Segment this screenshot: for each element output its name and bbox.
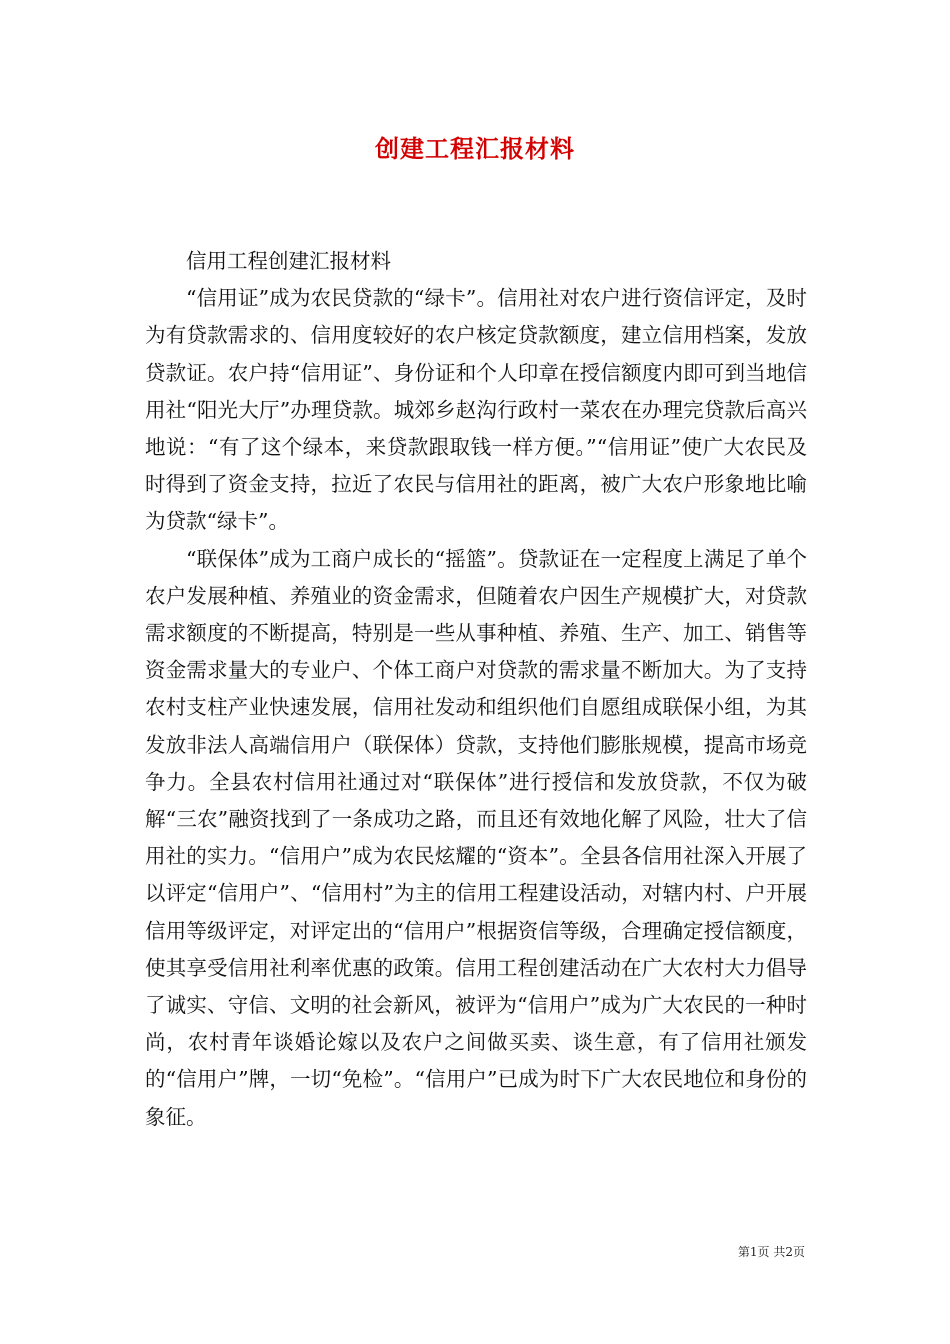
paragraph-subtitle: 信用工程创建汇报材料 — [186, 249, 391, 273]
document-body — [145, 243, 807, 1136]
document-title: 创建工程汇报材料 — [375, 134, 575, 163]
paragraph-joint-guarantee: “联保体”成为工商户成长的“摇篮”。贷款证在一定程度上满足了单个农户发展种植、养殖业的资金需求，但随着农户因生产规模扩大，对贷款需求额度的不断提高，特别是一些从事种植、养殖、生产、加工、销售等资金需求量大的专业户、个体工商户对贷款的需求量不断加大。为了支持农村支柱产业快速发展，信用社发动和组织他们自愿组成联保小组，为其发放非法人高端信用户（联保体）贷款，支持他们膨胀规模，提高市场竞争力。全县农村信用社通过对“联保体”进行授信和发放贷款，不仅为破解“三农”融资找到了一条成功之路，而且还有效地化解了风险，壮大了信用社的实力。“信用户”成为农民炫耀的“资本”。全县各信用社深入开展了以评定“信用户”、“信用村”为主的信用工程建设活动，对辖内村、户开展信用等级评定，对评定出的“信用户”根据资信等级，合理确定授信额度，使其享受信用社利率优惠的政策。信用工程创建活动在广大农村大力倡导了诚实、守信、文明的社会新风，被评为“信用户”成为广大农民的一种时尚，农村青年谈婚论嫁以及农户之间做买卖、谈生意，有了信用社颁发的“信用户”牌，一切“免检”。“信用户”已成为时下广大农民地位和身份的象征。 — [145, 546, 807, 1129]
paragraph-credit-certificate: “信用证”成为农民贷款的“绿卡”。信用社对农户进行资信评定，及时为有贷款需求的、信用度较好的农户核定贷款额度，建立信用档案，发放贷款证。农户持“信用证”、身份证和个人印章在授信额度内即可到当地信用社“阳光大厅”办理贷款。城郊乡赵沟行政村一菜农在办理完贷款后高兴地说：“有了这个绿本，来贷款跟取钱一样方便。”“信用证”使广大农民及时得到了资金支持，拉近了农民与信用社的距离，被广大农户形象地比喻为贷款“绿卡”。 — [145, 286, 807, 534]
page-number: 第1页 共2页 — [737, 1245, 805, 1259]
